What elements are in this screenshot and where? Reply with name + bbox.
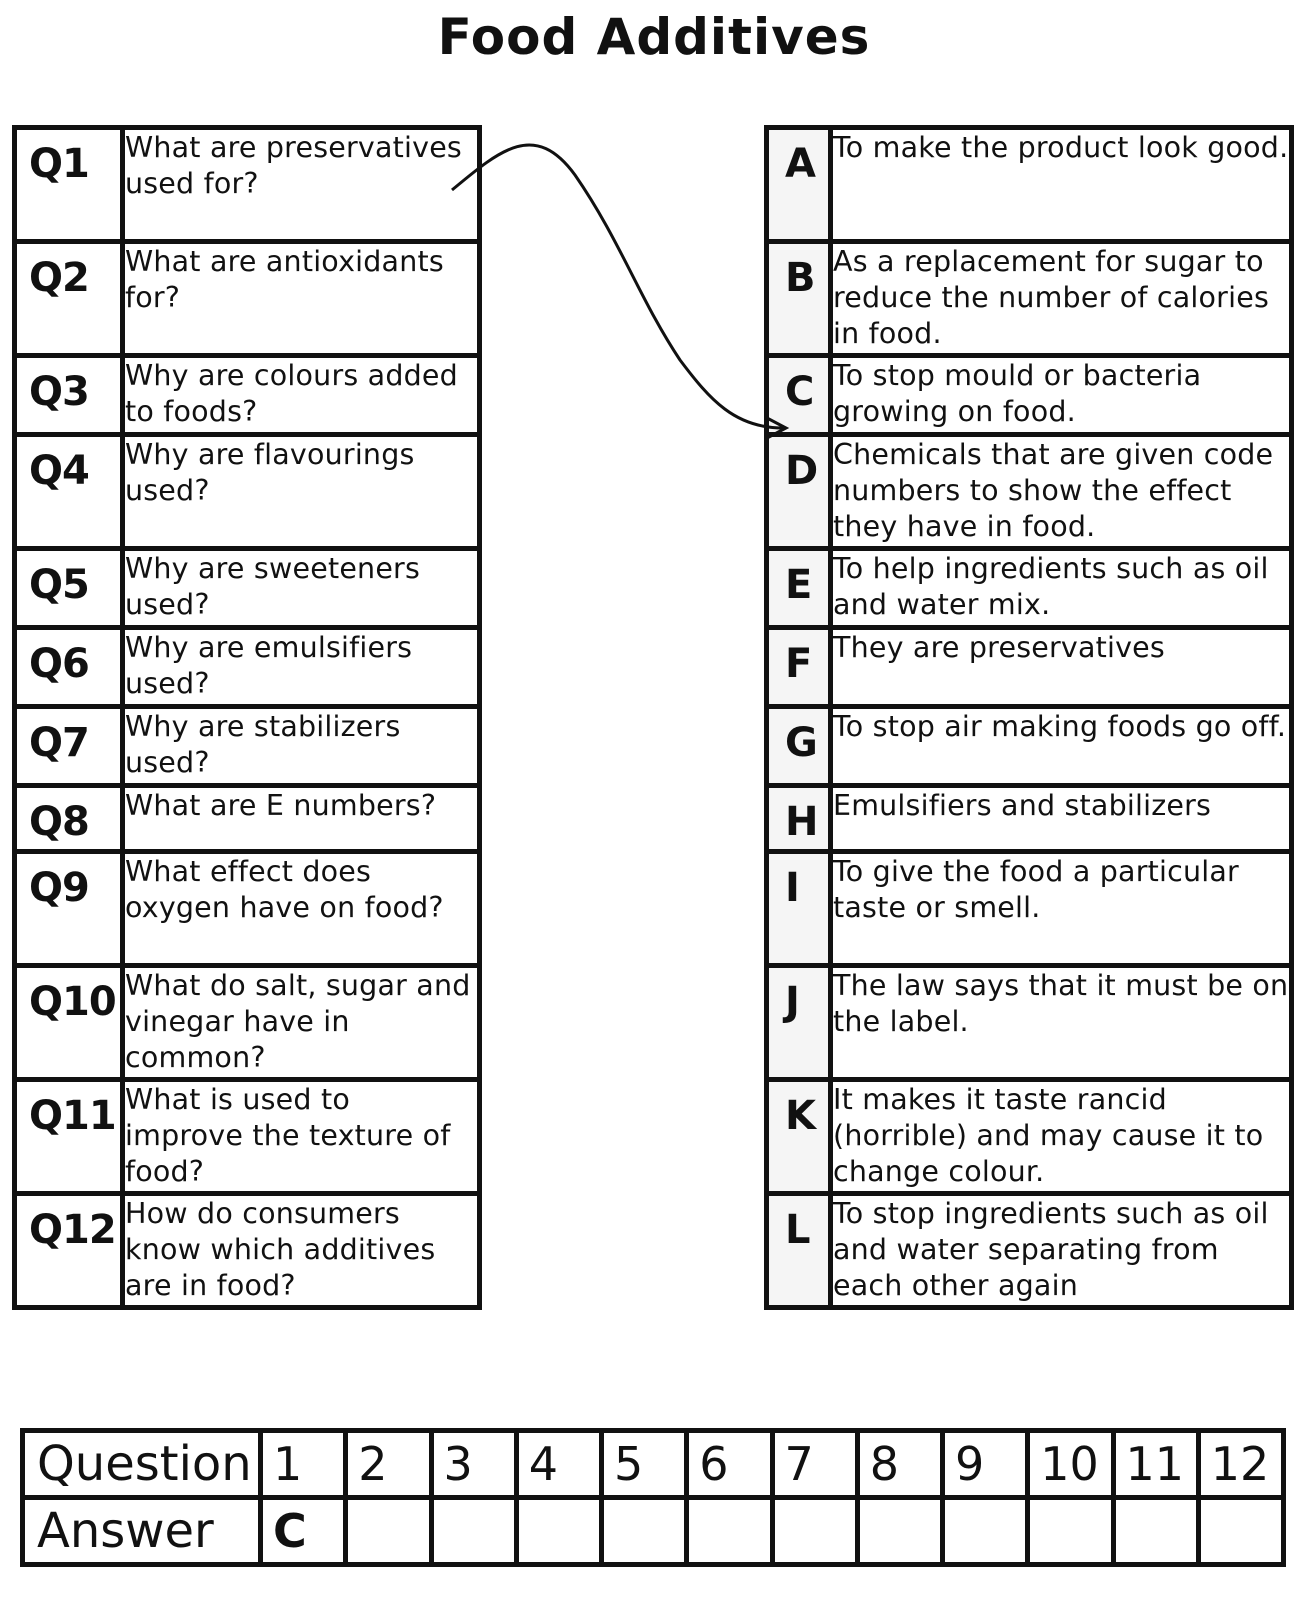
answer-text: To stop mould or bacteria growing on food. [831, 356, 1292, 435]
question-text: What are preservatives used for? [123, 128, 480, 242]
match-arrow-line [452, 145, 783, 428]
answer-code: B [767, 242, 831, 356]
question-row [15, 707, 480, 786]
question-row [15, 1080, 480, 1194]
answer-cell[interactable] [772, 1498, 857, 1565]
answer-cell[interactable] [602, 1498, 687, 1565]
question-text: What is used to improve the texture of food? [123, 1080, 480, 1194]
answer-grid-number: 4 [516, 1431, 601, 1498]
question-row [15, 1194, 480, 1308]
answer-code: F [767, 628, 831, 707]
answer-grid [20, 1428, 1286, 1567]
answer-grid-number: 7 [772, 1431, 857, 1498]
answer-row [767, 549, 1292, 628]
question-row [15, 128, 480, 242]
answer-code: G [767, 707, 831, 786]
question-code: Q8 [15, 786, 123, 852]
answer-row [767, 356, 1292, 435]
answer-code: C [767, 356, 831, 435]
answer-row [767, 1080, 1292, 1194]
question-row [15, 356, 480, 435]
question-code: Q3 [15, 356, 123, 435]
answer-code: E [767, 549, 831, 628]
answer-grid-number: 8 [857, 1431, 942, 1498]
question-code: Q4 [15, 435, 123, 549]
question-text: Why are sweeteners used? [123, 549, 480, 628]
answer-code: K [767, 1080, 831, 1194]
answer-grid-question-row [23, 1431, 1284, 1498]
question-text: How do consumers know which additives are in food? [123, 1194, 480, 1308]
answer-row [767, 128, 1292, 242]
answer-code: D [767, 435, 831, 549]
question-code: Q5 [15, 549, 123, 628]
answer-code: A [767, 128, 831, 242]
question-code: Q10 [15, 966, 123, 1080]
page-title: Food Additives [437, 8, 871, 66]
answer-code: I [767, 852, 831, 966]
answer-row [767, 707, 1292, 786]
question-code: Q6 [15, 628, 123, 707]
questions-table [12, 125, 482, 1310]
question-row [15, 852, 480, 966]
answer-row [767, 242, 1292, 356]
question-row [15, 435, 480, 549]
question-code: Q12 [15, 1194, 123, 1308]
answer-text: As a replacement for sugar to reduce the number of calories in food. [831, 242, 1292, 356]
answer-grid-number: 11 [1113, 1431, 1198, 1498]
question-text: Why are emulsifiers used? [123, 628, 480, 707]
answer-row [767, 852, 1292, 966]
question-text: Why are flavourings used? [123, 435, 480, 549]
answer-row [767, 786, 1292, 852]
question-text: Why are stabilizers used? [123, 707, 480, 786]
answer-row [767, 1194, 1292, 1308]
answer-grid-number: 9 [943, 1431, 1028, 1498]
question-code: Q1 [15, 128, 123, 242]
question-text: What effect does oxygen have on food? [123, 852, 480, 966]
answer-grid-number: 10 [1028, 1431, 1113, 1498]
answer-cell[interactable] [516, 1498, 601, 1565]
answer-grid-number: 12 [1198, 1431, 1283, 1498]
answer-code: H [767, 786, 831, 852]
question-row [15, 786, 480, 852]
answer-grid-answer-row [23, 1498, 1284, 1565]
question-text: Why are colours added to foods? [123, 356, 480, 435]
answer-grid-number: 5 [602, 1431, 687, 1498]
answer-grid-question-label: Question [23, 1431, 261, 1498]
question-row [15, 628, 480, 707]
answer-cell[interactable] [1198, 1498, 1283, 1565]
answer-code: L [767, 1194, 831, 1308]
question-code: Q2 [15, 242, 123, 356]
question-text: What do salt, sugar and vinegar have in common? [123, 966, 480, 1080]
answer-row [767, 435, 1292, 549]
answer-text: To help ingredients such as oil and water mix. [831, 549, 1292, 628]
answer-grid-number: 6 [687, 1431, 772, 1498]
answer-cell[interactable] [1028, 1498, 1113, 1565]
answers-table [764, 125, 1294, 1310]
question-code: Q7 [15, 707, 123, 786]
answer-grid-number: 1 [261, 1431, 346, 1498]
question-row [15, 242, 480, 356]
question-code: Q9 [15, 852, 123, 966]
answer-cell[interactable] [431, 1498, 516, 1565]
question-row [15, 966, 480, 1080]
answer-text: To stop ingredients such as oil and water separating from each other again [831, 1194, 1292, 1308]
answer-cell[interactable] [857, 1498, 942, 1565]
answer-text: It makes it taste rancid (horrible) and may cause it to change colour. [831, 1080, 1292, 1194]
answer-grid-number: 2 [346, 1431, 431, 1498]
answer-text: To make the product look good. [831, 128, 1292, 242]
answer-text: They are preservatives [831, 628, 1292, 707]
answer-text: To give the food a particular taste or smell. [831, 852, 1292, 966]
answer-cell[interactable] [346, 1498, 431, 1565]
question-text: What are E numbers? [123, 786, 480, 852]
answer-cell[interactable] [687, 1498, 772, 1565]
answer-grid-number: 3 [431, 1431, 516, 1498]
question-code: Q11 [15, 1080, 123, 1194]
question-text: What are antioxidants for? [123, 242, 480, 356]
question-row [15, 549, 480, 628]
answer-row [767, 628, 1292, 707]
answer-text: Emulsifiers and stabilizers [831, 786, 1292, 852]
answer-text: Chemicals that are given code numbers to show the effect they have in food. [831, 435, 1292, 549]
answer-text: The law says that it must be on the label. [831, 966, 1292, 1080]
answer-cell[interactable] [943, 1498, 1028, 1565]
answer-grid-answer-label: Answer [23, 1498, 261, 1565]
answer-cell[interactable]: C [261, 1498, 346, 1565]
answer-row [767, 966, 1292, 1080]
answer-code: J [767, 966, 831, 1080]
answer-text: To stop air making foods go off. [831, 707, 1292, 786]
answer-cell[interactable] [1113, 1498, 1198, 1565]
